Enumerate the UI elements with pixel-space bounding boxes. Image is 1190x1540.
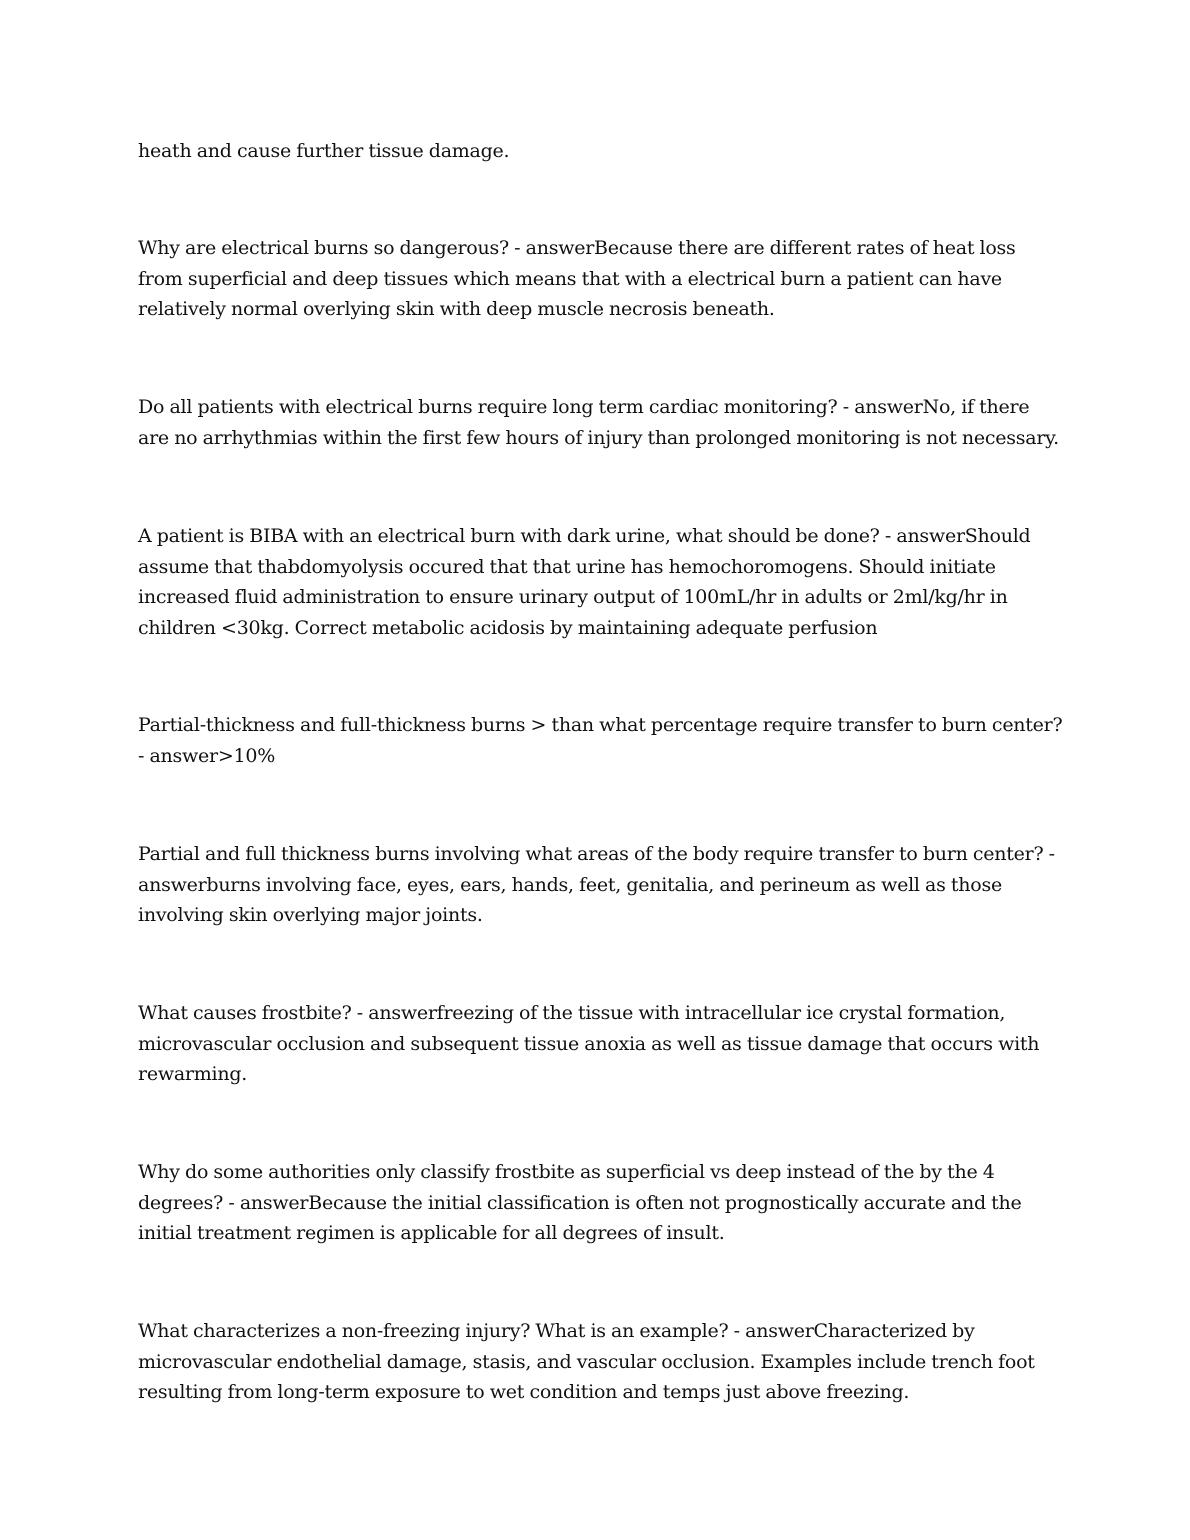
qa-dark-urine: A patient is BIBA with an electrical burn with dark urine, what should be done? - answerShould assume that thabdomyolysis occured that that urine has hemochoromogens. Should initiate increased fluid administration to ensure urinary output of 100mL/hr in adults or 2ml/kg/hr in children <30kg. Correct metabolic acidosis by maintaining adequate perfusion: [138, 525, 1031, 639]
qa-electrical-burns-danger: Why are electrical burns so dangerous? - answerBecause there are different rates of heat loss from superficial and deep tissues which means that with a electrical burn a patient can have relatively normal overlying skin with deep muscle necrosis beneath.: [138, 237, 1016, 320]
qa-cardiac-monitoring: Do all patients with electrical burns require long term cardiac monitoring? - answerNo, if there are no arrhythmias within the first few hours of injury than prolonged monitoring is not necessary.: [138, 396, 1059, 449]
qa-burn-areas-transfer: Partial and full thickness burns involving what areas of the body require transfer to burn center? - answerburns involving face, eyes, ears, hands, feet, genitalia, and perineum as well as those involving skin overlying major joints.: [138, 843, 1055, 926]
qa-frostbite-classification: Why do some authorities only classify frostbite as superficial vs deep instead of the by the 4 degrees? - answerBecause the initial classification is often not prognostically accurate and the initial treatment regimen is applicable for all degrees of insult.: [138, 1161, 1022, 1244]
qa-frostbite-causes: What causes frostbite? - answerfreezing of the tissue with intracellular ice crystal formation, microvascular occlusion and subsequent tissue anoxia as well as tissue damage that occurs with rewarming.: [138, 1002, 1040, 1085]
qa-non-freezing-injury: What characterizes a non-freezing injury? What is an example? - answerCharacterized by microvascular endothelial damage, stasis, and vascular occlusion. Examples include trench foot resulting from long-term exposure to wet condition and temps just above freezing.: [138, 1320, 1035, 1403]
qa-burn-percentage-transfer: Partial-thickness and full-thickness burns > than what percentage require transfer to burn center? - answer>10%: [138, 714, 1063, 767]
paragraph-continuation: heath and cause further tissue damage.: [138, 140, 510, 162]
